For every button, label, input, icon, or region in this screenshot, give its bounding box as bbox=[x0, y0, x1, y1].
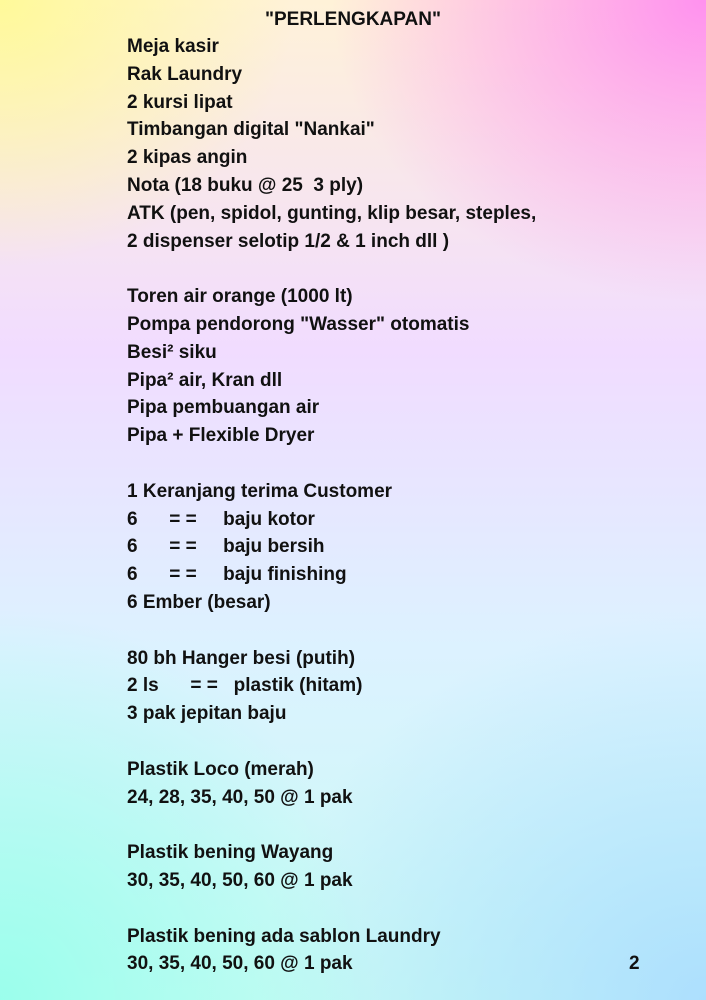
equipment-list bbox=[127, 33, 687, 978]
blank-line bbox=[127, 895, 687, 923]
list-item: 30, 35, 40, 50, 60 @ 1 pak bbox=[127, 869, 353, 891]
list-item: Rak Laundry bbox=[127, 63, 243, 85]
page-title: "PERLENGKAPAN" bbox=[264, 9, 441, 30]
list-item: 6 Ember (besar) bbox=[127, 591, 271, 613]
list-item: Plastik bening Wayang bbox=[127, 842, 334, 864]
list-item: Toren air orange (1000 lt) bbox=[127, 286, 353, 308]
blank-line bbox=[127, 255, 687, 283]
list-item: Pipa² air, Kran dll bbox=[127, 369, 283, 391]
list-item: Pipa pembuangan air bbox=[127, 397, 320, 419]
blank-line bbox=[127, 450, 687, 478]
list-item: Besi² siku bbox=[127, 341, 217, 363]
list-item: 6 = = baju finishing bbox=[127, 564, 347, 586]
list-item: Pompa pendorong "Wasser" otomatis bbox=[127, 313, 470, 335]
list-item: Timbangan digital "Nankai" bbox=[127, 119, 375, 141]
list-item: 2 kipas angin bbox=[127, 147, 248, 169]
list-item: 6 = = baju bersih bbox=[127, 536, 325, 558]
list-item: 2 ls = = plastik (hitam) bbox=[127, 675, 363, 697]
list-item: 24, 28, 35, 40, 50 @ 1 pak bbox=[127, 786, 353, 808]
blank-line bbox=[127, 728, 687, 756]
blank-line bbox=[127, 617, 687, 645]
list-item: 30, 35, 40, 50, 60 @ 1 pak bbox=[127, 953, 353, 975]
list-item: 3 pak jepitan baju bbox=[127, 703, 287, 725]
page-number: 2 bbox=[629, 953, 640, 974]
list-item: 6 = = baju kotor bbox=[127, 508, 315, 530]
list-item: 2 kursi lipat bbox=[127, 91, 233, 113]
list-item: Plastik Loco (merah) bbox=[127, 758, 314, 780]
list-item: Nota (18 buku @ 25 3 ply) bbox=[127, 174, 364, 196]
list-item: 1 Keranjang terima Customer bbox=[127, 480, 393, 502]
list-item: Plastik bening ada sablon Laundry bbox=[127, 925, 441, 947]
blank-line bbox=[127, 811, 687, 839]
list-item: Pipa + Flexible Dryer bbox=[127, 425, 315, 447]
list-item: 2 dispenser selotip 1/2 & 1 inch dll ) bbox=[127, 230, 450, 252]
list-item: 80 bh Hanger besi (putih) bbox=[127, 647, 356, 669]
list-item: ATK (pen, spidol, gunting, klip besar, steples, bbox=[127, 202, 537, 224]
list-item: Meja kasir bbox=[127, 36, 219, 57]
